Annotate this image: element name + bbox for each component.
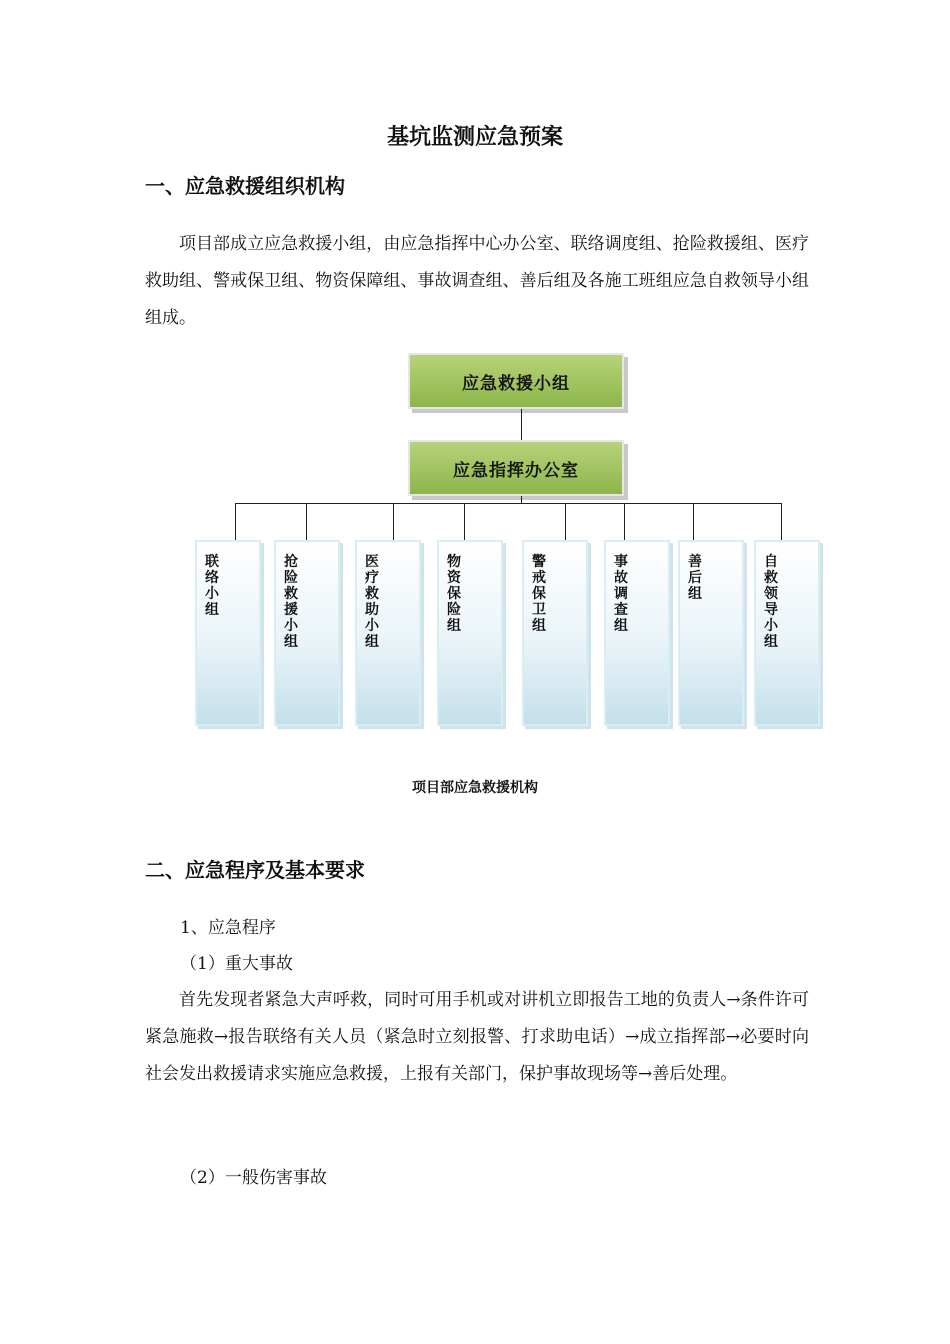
connector-drop — [393, 503, 394, 540]
org-group-label: 联络小组 — [205, 554, 219, 618]
org-group-label: 医疗救助小组 — [365, 554, 379, 650]
section-1-heading: 一、应急救援组织机构 — [145, 174, 345, 198]
org-group-box — [522, 540, 588, 726]
org-group-label: 善后组 — [688, 554, 702, 602]
procedure-subitem: （2）一般伤害事故 — [180, 1168, 327, 1188]
org-group-box — [195, 540, 261, 726]
connector-drop — [693, 503, 694, 540]
org-group-box — [678, 540, 744, 726]
connector-top — [521, 409, 522, 440]
procedure-subitem: （1）重大事故 — [180, 954, 293, 974]
connector-drop — [306, 503, 307, 540]
connector-drop — [624, 503, 625, 540]
org-box-top-label: 应急救援小组 — [462, 373, 570, 394]
org-group-box — [355, 540, 421, 726]
org-box-top — [408, 353, 624, 409]
org-chart-caption: 项目部应急救援机构 — [412, 780, 538, 796]
document-title: 基坑监测应急预案 — [386, 125, 563, 150]
connector-horizontal — [235, 503, 781, 504]
connector-drop — [781, 503, 782, 540]
section-2-paragraph: 首先发现者紧急大声呼救，同时可用手机或对讲机立即报告工地的负责人→条件许可紧急施救→报告联络有关人员（紧急时立刻报警、打求助电话）→成立指挥部→必要时向社会发出救援请求实施应急救援，上报有关部门，保护事故现场等→善后处理。 — [145, 990, 809, 1084]
org-group-box — [437, 540, 503, 726]
connector-drop — [235, 503, 236, 540]
org-box-middle — [408, 440, 624, 496]
procedure-item: 1、应急程序 — [180, 918, 276, 938]
org-group-label: 警戒保卫组 — [532, 554, 546, 634]
org-group-box — [274, 540, 340, 726]
connector-drop — [565, 503, 566, 540]
org-group-label: 事故调查组 — [614, 554, 628, 634]
org-box-middle-label: 应急指挥办公室 — [453, 460, 579, 481]
org-group-box — [754, 540, 820, 726]
org-group-label: 抢险救援小组 — [284, 554, 298, 650]
connector-drop — [464, 503, 465, 540]
section-2-heading: 二、应急程序及基本要求 — [145, 858, 365, 882]
org-group-label: 物资保险组 — [447, 554, 461, 634]
org-group-label: 自救领导小组 — [764, 554, 778, 650]
section-1-paragraph: 项目部成立应急救援小组，由应急指挥中心办公室、联络调度组、抢险救援组、医疗救助组、警戒保卫组、物资保障组、事故调查组、善后组及各施工班组应急自救领导小组组成。 — [145, 234, 809, 328]
org-group-box — [604, 540, 670, 726]
